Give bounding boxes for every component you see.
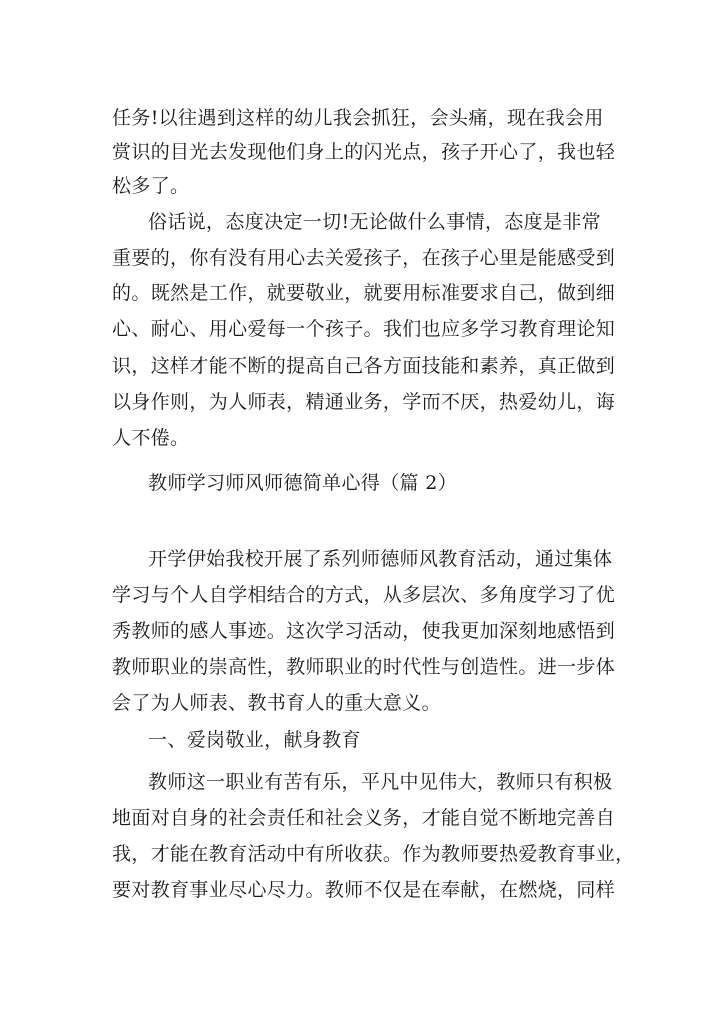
subheading: 一、爱岗敬业，献身教育 [148,729,361,751]
paragraph-line: 学习与个人自学相结合的方式，从多层次、多角度学习了优 [112,584,616,606]
paragraph-line: 赏识的目光去发现他们身上的闪光点，孩子开心了，我也轻 [112,141,616,163]
paragraph-line: 我，才能在教育活动中有所收获。作为教师要热爱教育事业， [112,843,635,865]
paragraph-line: 教师这一职业有苦有乐，平凡中见伟大，教师只有积极 [148,771,613,793]
paragraph-line: 松多了。 [112,175,190,197]
section-title: 教师学习师风师德简单心得（篇 2） [148,472,458,494]
paragraph-line: 开学伊始我校开展了系列师德师风教育活动，通过集体 [148,548,613,570]
paragraph-line: 人不倦。 [112,427,190,449]
paragraph-line: 心、耐心、用心爱每一个孩子。我们也应多学习教育理论知 [112,318,616,340]
paragraph-line: 以身作则，为人师表，精通业务，学而不厌，热爱幼儿，诲 [112,391,616,413]
paragraph-line: 俗话说，态度决定一切!无论做什么事情，态度是非常 [148,211,602,233]
paragraph-line: 识，这样才能不断的提高自己各方面技能和素养，真正做到 [112,355,616,377]
paragraph-line: 的。既然是工作，就要敬业，就要用标准要求自己，做到细 [112,282,616,304]
paragraph-line: 要对教育事业尽心尽力。教师不仅是在奉献，在燃烧，同样 [112,879,616,901]
paragraph-line: 教师职业的崇高性，教师职业的时代性与创造性。进一步体 [112,656,616,678]
paragraph-line: 地面对自身的社会责任和社会义务，才能自觉不断地完善自 [112,807,616,829]
paragraph-line: 秀教师的感人事迹。这次学习活动，使我更加深刻地感悟到 [112,620,616,642]
paragraph-line: 重要的，你有没有用心去关爱孩子，在孩子心里是能感受到 [112,247,616,269]
paragraph-line: 任务!以往遇到这样的幼儿我会抓狂，会头痛，现在我会用 [112,107,604,129]
paragraph-line: 会了为人师表、教书育人的重大意义。 [112,692,441,714]
